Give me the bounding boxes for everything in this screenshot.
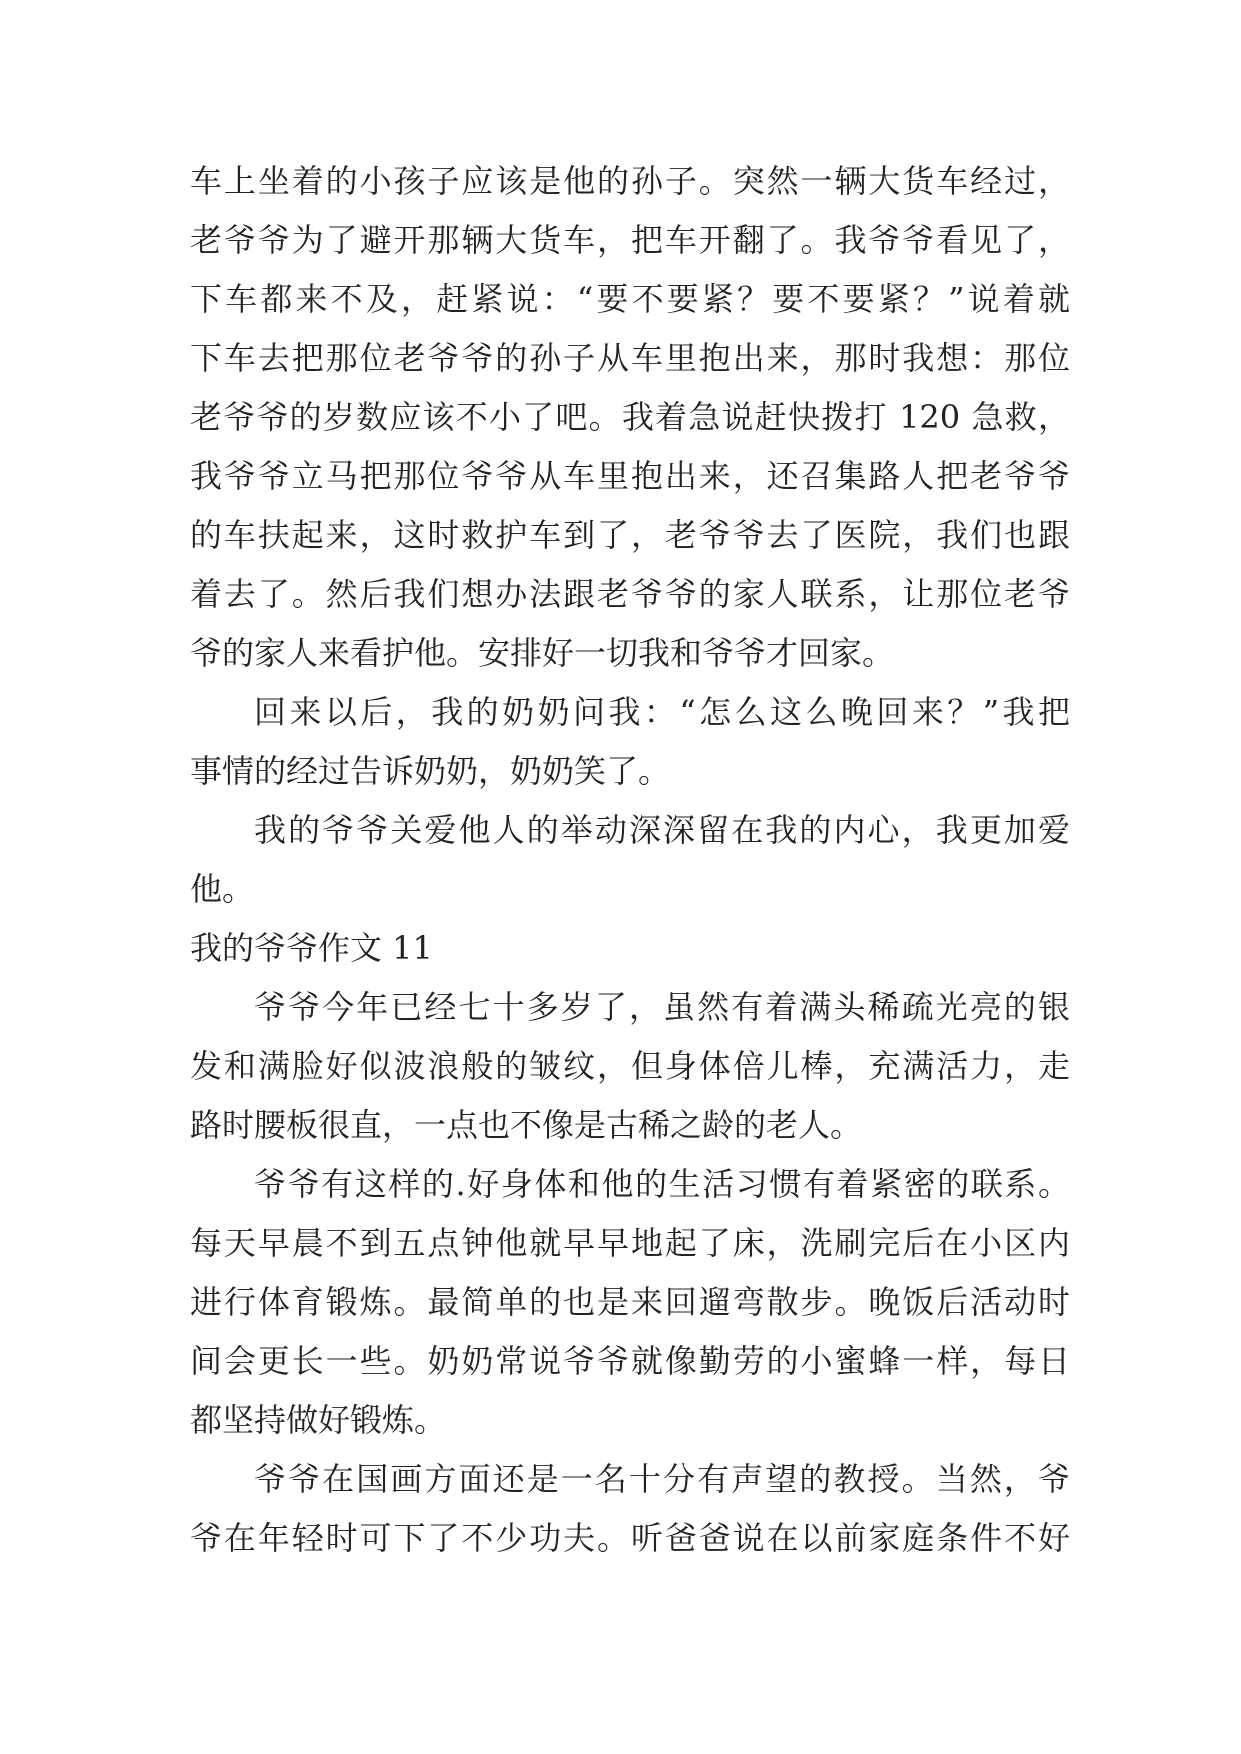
text-line: 爷在年轻时可下了不少功夫。听爸爸说在以前家庭条件不好 — [190, 1519, 1070, 1557]
text-line: 进行体育锻炼。最简单的也是来回遛弯散步。晚饭后活动时 — [190, 1283, 1070, 1321]
text-line: 事情的经过告诉奶奶，奶奶笑了。 — [190, 752, 671, 790]
text-line: 爷爷在国画方面还是一名十分有声望的教授。当然，爷 — [254, 1460, 1070, 1498]
text-line: 回来以后，我的奶奶问我：“怎么这么晚回来？”我把 — [254, 693, 1070, 731]
text-line: 老爷爷的岁数应该不小了吧。我着急说赶快拨打 120 急救， — [190, 398, 1070, 436]
text-line: 路时腰板很直，一点也不像是古稀之龄的老人。 — [190, 1106, 863, 1144]
text-line: 发和满脸好似波浪般的皱纹，但身体倍儿棒，充满活力，走 — [190, 1047, 1070, 1085]
text-line: 着去了。然后我们想办法跟老爷爷的家人联系，让那位老爷 — [190, 575, 1070, 613]
text-line: 爷的家人来看护他。安排好一切我和爷爷才回家。 — [190, 634, 895, 672]
text-line: 老爷爷为了避开那辆大货车，把车开翻了。我爷爷看见了， — [190, 221, 1070, 259]
text-line: 我爷爷立马把那位爷爷从车里抱出来，还召集路人把老爷爷 — [190, 457, 1070, 495]
text-line: 我的爷爷关爱他人的举动深深留在我的内心，我更加爱 — [254, 811, 1070, 849]
text-line: 都坚持做好锻炼。 — [190, 1401, 447, 1439]
text-line: 车上坐着的小孩子应该是他的孙子。突然一辆大货车经过， — [190, 162, 1070, 200]
text-line: 爷爷今年已经七十多岁了，虽然有着满头稀疏光亮的银 — [254, 988, 1070, 1026]
document-text — [190, 152, 1070, 1568]
text-line: 下车去把那位老爷爷的孙子从车里抱出来，那时我想：那位 — [190, 339, 1070, 377]
text-line: 他。 — [190, 870, 255, 908]
section-heading: 我的爷爷作文 11 — [190, 929, 433, 967]
text-line: 间会更长一些。奶奶常说爷爷就像勤劳的小蜜蜂一样，每日 — [190, 1342, 1070, 1380]
text-line: 下车都来不及，赶紧说：“要不要紧？要不要紧？”说着就 — [190, 280, 1070, 318]
text-line: 每天早晨不到五点钟他就早早地起了床，洗刷完后在小区内 — [190, 1224, 1070, 1262]
text-line: 爷爷有这样的.好身体和他的生活习惯有着紧密的联系。 — [254, 1165, 1070, 1203]
text-line: 的车扶起来，这时救护车到了，老爷爷去了医院，我们也跟 — [190, 516, 1070, 554]
